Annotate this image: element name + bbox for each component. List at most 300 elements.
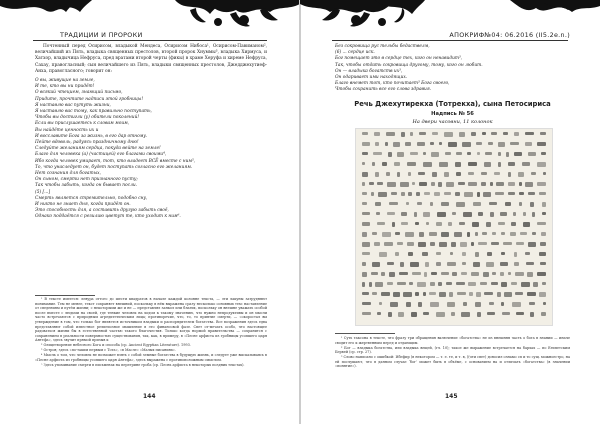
glyph-mark — [471, 242, 474, 246]
glyph-mark — [468, 282, 476, 286]
glyph-mark — [432, 172, 437, 177]
glyph-mark — [469, 292, 473, 296]
glyph-mark — [489, 202, 497, 205]
glyph-mark — [451, 242, 456, 247]
glyph-mark — [450, 252, 453, 255]
footnote: ⁵ Здесь упоминание смерти в письменах на перегрине гроба (ср. Песнь арфиста в некоторых поздних текстах). — [41, 362, 245, 367]
glyph-mark — [505, 202, 511, 206]
glyph-mark — [514, 152, 522, 156]
main-text — [35, 44, 267, 221]
glyph-mark — [481, 182, 486, 186]
glyph-mark — [362, 312, 371, 315]
glyph-mark — [439, 292, 446, 297]
glyph-mark — [462, 262, 466, 265]
glyph-mark — [462, 252, 466, 256]
glyph-mark — [372, 232, 377, 235]
glyph-mark — [457, 292, 466, 295]
glyph-mark — [410, 152, 418, 155]
glyph-mark — [464, 192, 473, 197]
glyph-mark — [525, 142, 532, 146]
glyph-mark — [477, 192, 480, 197]
glyph-mark — [401, 222, 408, 225]
glyph-row — [362, 242, 546, 249]
glyph-mark — [508, 162, 515, 166]
verse-line: Так, чтобы отдать сокровища другому, тому, кого он любит. — [335, 62, 483, 68]
glyph-mark — [456, 282, 465, 285]
glyph-mark — [436, 252, 441, 255]
glyph-mark — [496, 182, 504, 186]
glyph-mark — [430, 202, 433, 206]
glyph-mark — [369, 282, 372, 287]
inscription-location: На двери часовни, 11 колонок — [412, 119, 493, 125]
glyph-mark — [430, 282, 435, 286]
glyph-mark — [455, 162, 461, 167]
glyph-mark — [541, 152, 546, 155]
glyph-mark — [382, 232, 391, 237]
glyph-mark — [400, 262, 404, 267]
glyph-mark — [425, 262, 429, 267]
glyph-mark — [510, 142, 519, 145]
glyph-mark — [478, 212, 483, 216]
glyph-mark — [489, 302, 494, 305]
glyph-mark — [516, 312, 524, 315]
glyph-mark — [514, 132, 519, 136]
verse-line: Благо для человека (а) (частицей) его благами своими⁴, — [35, 152, 167, 158]
glyph-mark — [487, 312, 495, 315]
glyph-mark — [375, 142, 379, 146]
footnote: ⁴ Мысль о том, что человек не возможет взять с собой земные богатства в будущую жизнь, и следует уже высказываясь в «Песне арфиста из гробницы усопшего царя Антефа», здесь выражена с противоположным смыслом. — [35, 353, 267, 362]
glyph-mark — [482, 132, 486, 135]
glyph-mark — [528, 192, 535, 195]
glyph-mark — [376, 212, 380, 215]
glyph-mark — [362, 212, 370, 215]
glyph-mark — [362, 252, 370, 255]
glyph-mark — [395, 232, 400, 235]
glyph-mark — [408, 192, 412, 196]
glyph-mark — [500, 212, 507, 216]
glyph-mark — [519, 182, 522, 186]
glyph-mark — [430, 242, 435, 246]
glyph-mark — [397, 242, 403, 245]
glyph-mark — [508, 192, 515, 195]
verse-line: Без сокровища рус тельбы бедаствелм, — [335, 44, 430, 49]
glyph-mark — [518, 172, 524, 177]
verse-line: Если вы прислушаетесь к словам моим, — [35, 121, 130, 127]
glyph-mark — [526, 262, 534, 265]
verse-line: Это способность для, а составить другую забыть своё, — [35, 208, 169, 214]
glyph-mark — [543, 302, 546, 305]
glyph-mark — [501, 252, 505, 255]
glyph-mark — [389, 272, 395, 277]
glyph-mark — [423, 312, 429, 315]
glyph-mark — [374, 242, 380, 246]
glyph-mark — [459, 132, 465, 137]
verse-line: Благо внемет тот, кто почитает³ Бога своего, — [335, 81, 450, 87]
glyph-row — [362, 262, 546, 269]
glyph-mark — [514, 262, 519, 266]
glyph-mark — [393, 292, 400, 297]
footnote: ³ Остров; здесь «по-таким первым с Тота», «в Масле» «Малых писаниях». — [41, 348, 176, 353]
glyph-mark — [540, 132, 546, 135]
verse-line: И восславите Бога за жизнь, в его дар отному. — [35, 133, 148, 139]
glyph-mark — [388, 312, 392, 317]
glyph-mark — [410, 262, 419, 267]
glyph-mark — [444, 132, 453, 137]
glyph-mark — [532, 212, 535, 217]
floral-ornament-icon — [300, 0, 600, 30]
glyph-mark — [501, 302, 504, 306]
glyph-mark — [528, 152, 536, 156]
verse-line: Он — владыка богатств их³, — [335, 68, 403, 74]
glyph-mark — [424, 272, 427, 277]
glyph-mark — [468, 182, 477, 186]
glyph-mark — [501, 232, 505, 235]
glyph-mark — [375, 202, 381, 206]
glyph-mark — [417, 282, 426, 287]
verse-line: То, что унаследует он, будет поступать согласно его желаниям. — [35, 164, 193, 170]
glyph-mark — [503, 132, 508, 135]
verse-line: Смерть является стремительно, подобно сну, — [35, 195, 148, 201]
glyph-mark — [414, 212, 417, 217]
footnote: ² Олицетворение небесного Бога и способа (ср. Ancient Egyptian Literature). 1993. — [41, 343, 191, 348]
footnote: ² Бог — владыка богатства, или владыка вещей, (гл. 10); такое же выражение встречается на бархах — по Египетским Бервей (ср. стр. 27). — [335, 345, 570, 355]
glyph-mark — [447, 302, 455, 307]
glyph-mark — [387, 182, 396, 187]
right-page — [300, 0, 600, 424]
glyph-mark — [532, 232, 536, 235]
glyph-mark — [492, 272, 496, 275]
verse-line: Следуйте желаниям сердца, покуда вейте на земле! — [35, 146, 161, 152]
glyph-mark — [498, 162, 501, 167]
glyph-mark — [429, 292, 436, 295]
page-number: 144 — [143, 393, 156, 400]
verse-line: (6) ... сердце иск. — [335, 50, 375, 56]
header-rule — [332, 40, 568, 41]
glyph-mark — [400, 182, 409, 187]
verse-line: Он сыном, смерти нет признанного пусту; — [35, 177, 138, 183]
glyph-mark — [486, 262, 494, 267]
glyph-mark — [423, 292, 426, 296]
glyph-mark — [458, 182, 465, 185]
glyph-mark — [431, 272, 437, 275]
glyph-row — [362, 212, 546, 219]
glyph-mark — [539, 292, 546, 297]
glyph-mark — [542, 202, 546, 207]
glyph-row — [362, 172, 546, 179]
glyph-mark — [397, 172, 400, 177]
glyph-mark — [483, 272, 489, 277]
glyph-mark — [436, 262, 441, 266]
glyph-mark — [444, 172, 449, 177]
glyph-mark — [537, 272, 546, 276]
section-title: Речь Джехутирекха (Тотрекха), сына Петосириса — [354, 100, 551, 108]
glyph-mark — [441, 272, 449, 275]
glyph-mark — [434, 192, 440, 196]
glyph-mark — [467, 152, 471, 155]
glyph-mark — [397, 152, 404, 157]
verse-block — [335, 44, 570, 94]
glyph-mark — [487, 252, 492, 256]
glyph-mark — [424, 192, 430, 195]
glyph-mark — [431, 182, 435, 186]
glyph-mark — [417, 202, 422, 205]
glyph-mark — [511, 282, 517, 285]
glyph-mark — [543, 172, 546, 175]
footnote: ¹ В тексте имеется: левура оттого до шести квадратов в начале каждой колонне текста, — эти лакуны затрудняют понимание. Тем не менее, текст сохраняет внешний, поскольку в нём выражена сразу несколько основных тем: наставление от сведениям и путём жизни; с некоторыми же и не — представлял занкол или благих, поскольку он внешне уважать особой после вместе с людьми на своей, где тенкие человек на ходом к такому значению, что нужно непродуктивы и он мысли часто встречаются с природным агредитетическим лица; противоречие, что, то, то приятие смерти, — «окоростал вы утверждение в том, что только бог является источником владыки и распорядителем богатства. Все возражения здесь едва представляют собой известное религиозное мышление в это финансовой фазе. Свет от-мечать особо, что настоящее радоваться жизни бы в естественной частью такого благочестия. Только когда нормой правительства — сохранится с сохранением в реальности поверхностью существования, так, как, в примеру, в «Песне арфиста из гробницы усопшего царя Антефа», здесь звучит прямой призыв к — [35, 297, 267, 343]
glyph-mark — [477, 152, 480, 155]
glyph-mark — [475, 252, 479, 257]
glyph-mark — [520, 232, 527, 235]
glyph-mark — [452, 272, 457, 276]
glyph-mark — [397, 282, 406, 285]
glyph-mark — [384, 242, 393, 246]
verse-line: Пейте вдоволь, радуясь праздничному дню! — [35, 140, 139, 146]
glyph-mark — [527, 292, 536, 296]
glyph-mark — [371, 192, 374, 196]
glyph-mark — [412, 182, 415, 185]
glyph-mark — [488, 142, 493, 145]
verse-line: Вы найдёте ценность их и — [35, 127, 99, 133]
glyph-mark — [390, 302, 398, 307]
glyph-mark — [431, 152, 439, 157]
glyph-mark — [472, 222, 479, 227]
verse-line: Чтобы сохранить все его слова здравия. — [335, 87, 432, 93]
glyph-mark — [503, 242, 512, 245]
glyph-mark — [436, 312, 445, 317]
glyph-mark — [541, 232, 546, 236]
glyph-mark — [372, 162, 375, 166]
glyph-mark — [512, 302, 521, 307]
glyph-mark — [377, 312, 381, 315]
glyph-mark — [530, 202, 534, 207]
glyph-mark — [540, 262, 546, 265]
glyph-mark — [374, 132, 380, 136]
glyph-mark — [417, 142, 425, 146]
glyph-mark — [463, 212, 472, 217]
glyph-mark — [436, 222, 442, 226]
glyph-mark — [510, 232, 516, 236]
glyph-mark — [395, 252, 399, 256]
floral-ornament-icon — [0, 0, 300, 30]
glyph-mark — [419, 132, 426, 135]
glyph-mark — [481, 172, 487, 175]
glyph-mark — [378, 192, 387, 197]
glyph-mark — [500, 262, 508, 266]
glyph-mark — [362, 242, 370, 247]
glyph-mark — [423, 212, 430, 217]
glyph-mark — [523, 222, 530, 227]
glyph-mark — [527, 272, 533, 277]
intro-paragraph: Почтенный перед Осирисом, владыкой Мендеса, Осирисом Нибоса¹, Осирисом-Павиманом², величайший из Пять, владыка священных престолов, второй пророк Хнуммы³, владыка Хирмуса, и Хатхор, владычица Нефруса, пред вратами второй черты (фикы) в храме Херуфа и хиреме Нефруса, Сахау, правогласный; сын величайшего из Пять, владыки священных престолов, Джедджехутиеф-Анха, правогласного; говорит он: — [35, 44, 267, 74]
glyph-mark — [416, 192, 420, 196]
verse-line: Нет сознания для богатых, — [35, 171, 101, 177]
glyph-mark — [513, 212, 516, 216]
glyph-mark — [452, 212, 456, 215]
verse-line: И те, кто вы ни придёт! — [35, 84, 95, 90]
glyph-mark — [456, 202, 465, 207]
verse-line: Так чтобы забыть, когда он бывает посли. — [35, 183, 138, 189]
glyph-mark — [419, 232, 424, 237]
glyph-mark — [508, 172, 511, 177]
glyph-mark — [490, 182, 493, 186]
glyph-mark — [528, 242, 536, 247]
glyph-mark — [379, 302, 382, 305]
glyph-mark — [486, 222, 491, 227]
glyph-mark — [362, 202, 367, 205]
glyph-mark — [521, 282, 530, 287]
glyph-mark — [492, 232, 496, 235]
glyph-mark — [426, 222, 429, 225]
glyph-row — [362, 312, 546, 319]
glyph-mark — [446, 182, 454, 187]
verse-line: Придите, прочтите надписи этой гробницы! — [35, 96, 144, 102]
glyph-mark — [491, 242, 499, 245]
glyph-row — [362, 152, 546, 159]
glyph-mark — [461, 272, 467, 275]
glyph-mark — [418, 302, 422, 307]
glyph-mark — [438, 282, 442, 286]
verse-line: О вы, живущие на земле, — [35, 78, 95, 84]
glyph-row — [362, 252, 546, 259]
inscription-number: Надпись № 56 — [431, 111, 474, 117]
glyph-mark — [387, 212, 395, 215]
glyph-mark — [444, 192, 451, 195]
glyph-row — [362, 192, 546, 199]
glyph-mark — [542, 212, 546, 215]
glyph-mark — [381, 272, 385, 276]
glyph-mark — [495, 192, 504, 195]
glyph-mark — [423, 162, 432, 167]
glyph-mark — [537, 162, 546, 167]
glyph-mark — [439, 162, 448, 167]
glyph-mark — [498, 152, 501, 156]
glyph-mark — [448, 142, 457, 147]
glyph-mark — [386, 172, 390, 176]
glyph-mark — [445, 152, 451, 155]
glyph-mark — [411, 312, 417, 317]
glyph-mark — [502, 312, 510, 315]
running-head: АПОКРИФ№04: 06.2016 (II5.2е.n.) — [449, 31, 570, 39]
glyph-mark — [540, 242, 546, 246]
glyph-mark — [484, 292, 493, 295]
verse-block — [35, 78, 267, 221]
glyph-mark — [531, 172, 536, 175]
glyph-mark — [408, 252, 413, 256]
glyph-mark — [386, 132, 395, 136]
glyph-mark — [511, 222, 516, 226]
glyph-mark — [515, 272, 524, 276]
glyph-mark — [375, 172, 379, 177]
glyph-row — [362, 162, 546, 169]
glyph-mark — [482, 232, 487, 235]
glyph-mark — [455, 192, 460, 196]
glyph-mark — [415, 292, 419, 296]
glyph-mark — [530, 312, 534, 317]
main-text — [335, 44, 570, 94]
glyph-mark — [387, 262, 394, 265]
glyph-mark — [373, 152, 382, 155]
verse-line: Однако поддаётся с резилию цветут те, кто уходит к ним⁶. — [35, 214, 181, 220]
glyph-mark — [362, 262, 366, 266]
footnote: ³ Слово написано с ошибкой: Ибефир (в некотором — т. е. те, и т. в, ((чти свет) доносил ознамо сп и то сущ. можноестро, на ей послушают, что в данном случае ‘бог’ может быть в объёме, с основанием на и отличать «богатства» (в значении «понятие»). — [335, 355, 570, 369]
glyph-row — [362, 302, 546, 309]
glyph-row — [362, 182, 546, 189]
glyph-mark — [399, 272, 408, 275]
glyph-mark — [504, 292, 512, 297]
glyph-mark — [462, 142, 471, 147]
glyph-mark — [456, 172, 461, 176]
glyph-mark — [439, 142, 442, 145]
glyph-mark — [430, 142, 434, 145]
glyph-mark — [490, 212, 494, 217]
glyph-mark — [508, 182, 515, 186]
glyph-mark — [537, 222, 546, 225]
glyph-mark — [439, 242, 447, 247]
glyph-mark — [523, 212, 526, 216]
glyph-mark — [542, 282, 546, 285]
footnote-rule — [35, 295, 95, 296]
glyph-mark — [463, 302, 467, 306]
glyph-mark — [405, 232, 414, 237]
glyph-mark — [422, 252, 428, 256]
glyph-mark — [362, 302, 371, 305]
glyph-mark — [362, 272, 367, 277]
glyph-mark — [516, 242, 524, 245]
glyph-mark — [437, 212, 446, 217]
glyph-mark — [401, 192, 405, 196]
glyph-mark — [454, 232, 462, 237]
glyph-mark — [362, 182, 365, 186]
glyph-mark — [467, 232, 470, 237]
glyph-mark — [418, 242, 426, 247]
glyph-mark — [409, 282, 413, 285]
glyph-mark — [362, 222, 370, 226]
glyph-mark — [473, 202, 481, 206]
glyph-mark — [448, 222, 452, 226]
glyph-mark — [423, 152, 426, 155]
glyph-mark — [525, 252, 530, 255]
glyph-mark — [483, 192, 491, 197]
glyph-mark — [407, 162, 416, 166]
glyph-mark — [475, 302, 481, 307]
verse-line: О всякий чтецием, знающий письмо, — [35, 90, 123, 96]
glyph-mark — [506, 152, 509, 157]
glyph-mark — [476, 142, 482, 145]
glyph-mark — [480, 282, 487, 285]
glyph-mark — [393, 142, 400, 147]
glyph-mark — [406, 202, 409, 205]
glyph-mark — [497, 292, 501, 297]
verse-line: Ибо когда человек умирает, тот, кто владеет ВСЁ вместе с ним⁵, — [35, 158, 196, 164]
glyph-mark — [438, 182, 442, 187]
glyph-mark — [372, 292, 377, 295]
glyph-mark — [519, 192, 524, 195]
glyph-mark — [419, 182, 427, 186]
glyph-mark — [362, 152, 368, 155]
glyph-mark — [473, 262, 480, 267]
glyph-mark — [459, 222, 465, 225]
glyph-row — [362, 222, 546, 229]
glyph-mark — [408, 172, 411, 176]
glyph-mark — [387, 282, 393, 285]
glyph-mark — [362, 292, 369, 295]
glyph-mark — [484, 162, 491, 167]
glyph-mark — [525, 132, 534, 135]
glyph-row — [362, 142, 546, 149]
glyph-mark — [362, 132, 368, 135]
glyph-mark — [401, 132, 405, 137]
glyph-mark — [403, 292, 412, 297]
